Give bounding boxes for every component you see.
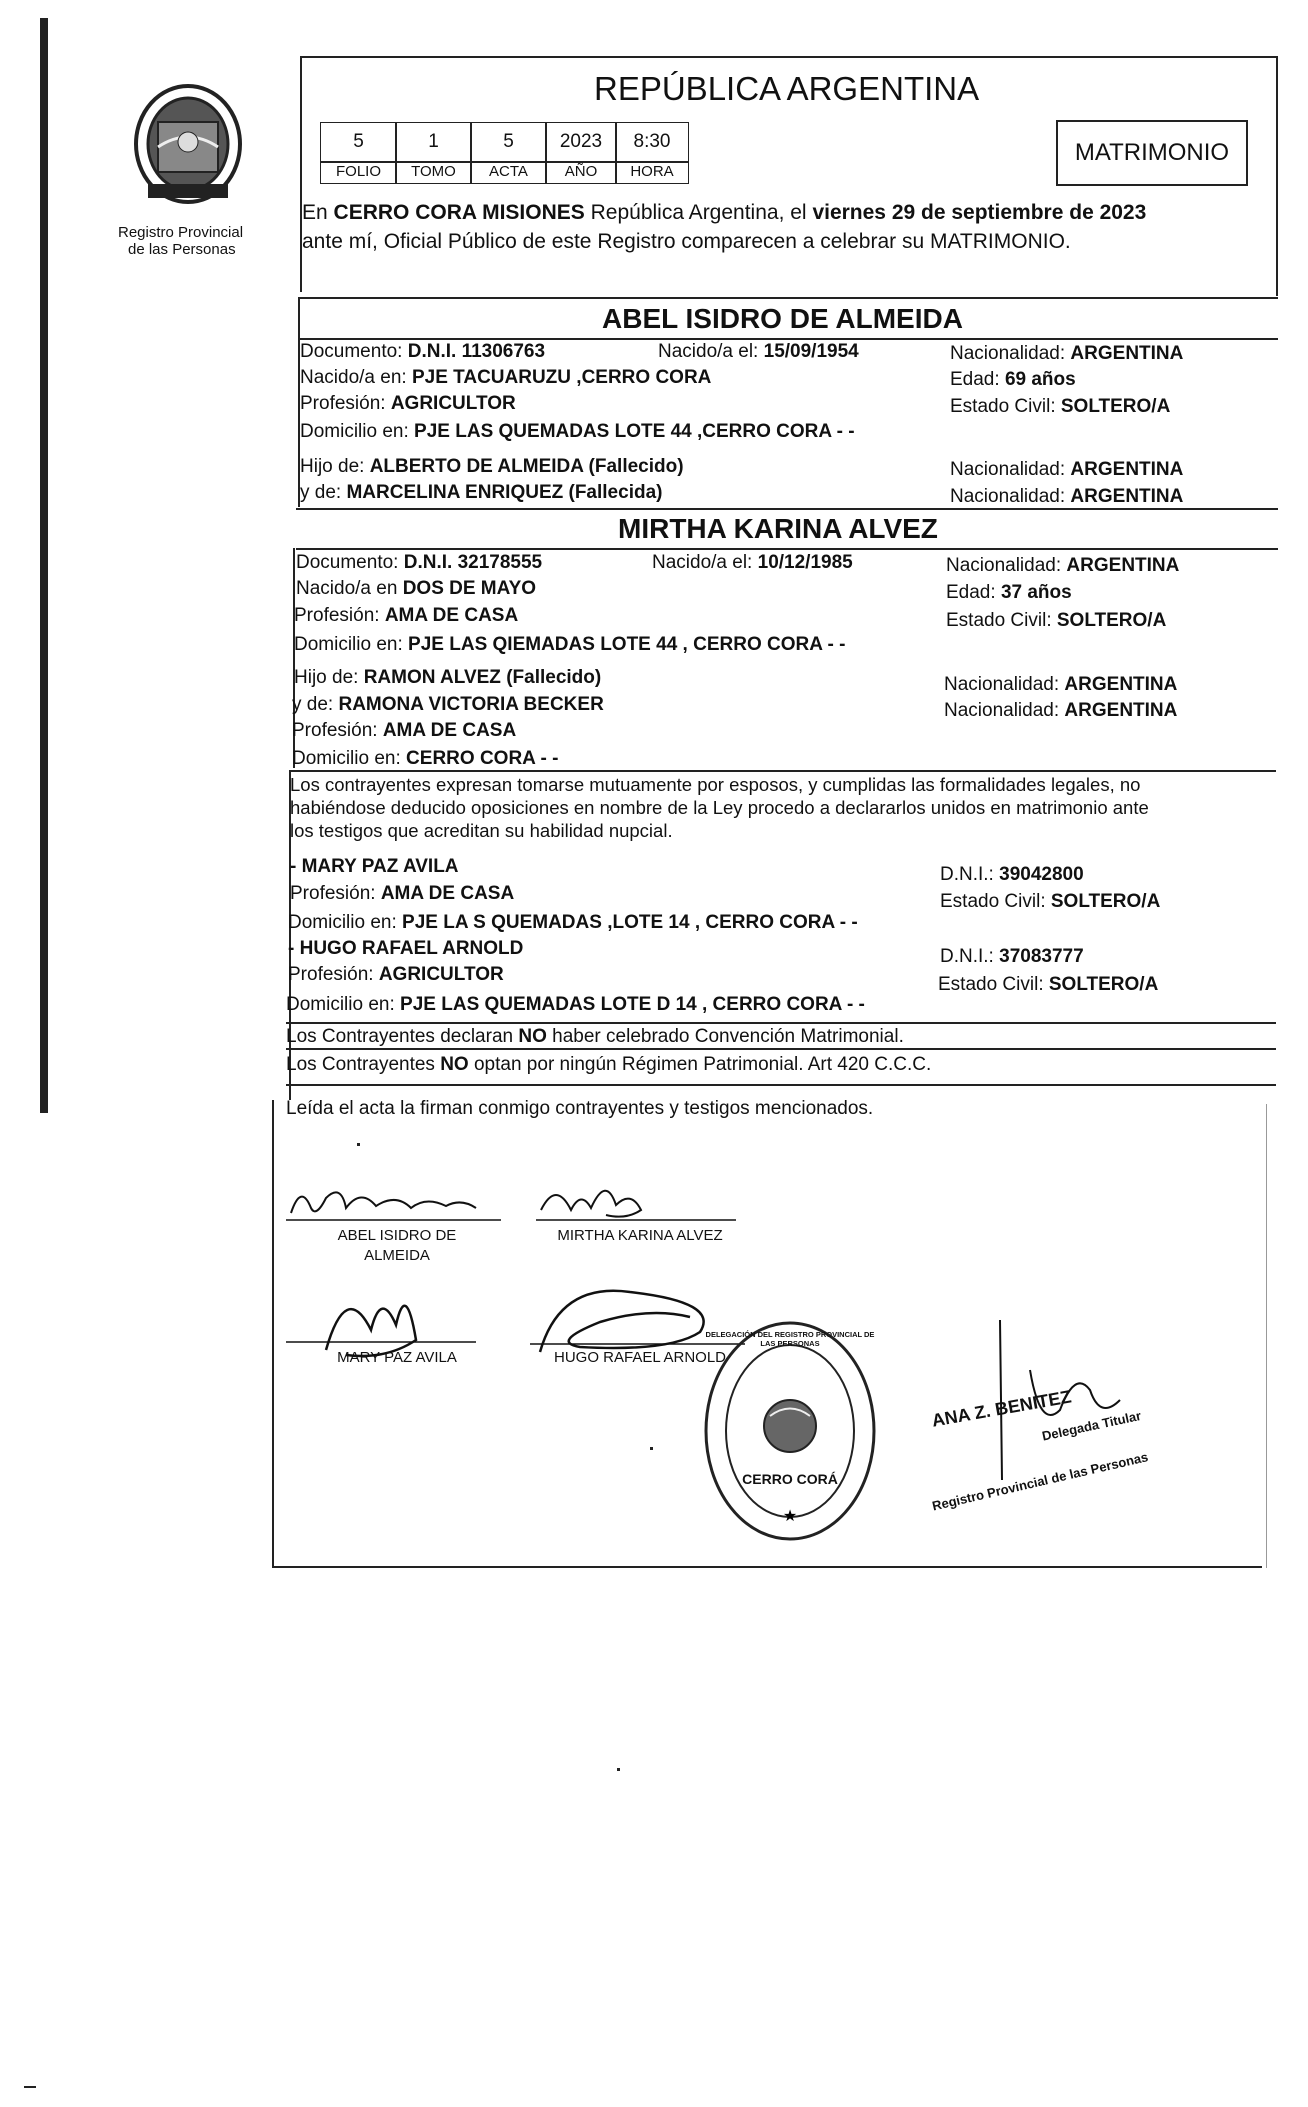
declaration-line3: los testigos que acreditan su habilidad nupcial. [290,820,673,841]
intro-line1: En CERRO CORA MISIONES República Argentina, el viernes 29 de septiembre de 2023 [302,201,1147,224]
spouse1-document: Documento: D.N.I. 11306763 [300,341,546,362]
record-type: MATRIMONIO [1074,139,1230,166]
spouse1-father-nationality: Nacionalidad: ARGENTINA [950,459,1184,480]
intro-place: CERRO CORA MISIONES [333,201,585,224]
spouse2-mother-profession: Profesión: AMA DE CASA [292,720,517,741]
hora-value: 8:30 [615,122,689,162]
spouse1-address: Domicilio en: PJE LAS QUEMADAS LOTE 44 ,CERRO CORA - - [300,421,855,442]
spouse2-address: Domicilio en: PJE LAS QIEMADAS LOTE 44 , CERRO CORA - - [294,634,846,655]
witness2-civil-status: Estado Civil: SOLTERO/A [938,974,1159,995]
stamp-inner-text: CERRO CORÁ [742,1471,838,1487]
spouse1-name: ABEL ISIDRO DE ALMEIDA [602,303,963,334]
spouse2-mother-address: Domicilio en: CERRO CORA - - [292,748,559,769]
spouse2-age: Edad: 37 años [946,582,1072,603]
convention-1: Los Contrayentes declaran NO haber celebrado Convención Matrimonial. [286,1026,904,1047]
spouse1-age: Edad: 69 años [950,369,1076,390]
witness1-dni: D.N.I.: 39042800 [940,864,1084,885]
spouse1-civil-status: Estado Civil: SOLTERO/A [950,396,1171,417]
spouse1-profession: Profesión: AGRICULTOR [300,393,516,414]
registry-label-line1: Registro Provincial [118,224,244,241]
anio-label: AÑO [545,162,617,184]
signature-mirtha [536,1170,746,1230]
stray-dot [357,1143,360,1146]
svg-text:★: ★ [782,1506,798,1525]
tomo-value: 1 [395,122,472,162]
intro-date: viernes 29 de septiembre de 2023 [812,201,1147,224]
spouse2-name: MIRTHA KARINA ALVEZ [618,513,938,544]
spouse2-document: Documento: D.N.I. 32178555 [296,552,543,573]
declaration-line1: Los contrayentes expresan tomarse mutuamente por esposos, y cumplidas las formalidades legales, no [290,774,1141,795]
spouse1-nationality: Nacionalidad: ARGENTINA [950,343,1184,364]
official-role: Delegada Titular [1040,1407,1143,1444]
hora-label: HORA [615,162,689,184]
witness2-dni: D.N.I.: 37083777 [940,946,1084,967]
spouse2-civil-status: Estado Civil: SOLTERO/A [946,610,1167,631]
signature-label-abel-1: ABEL ISIDRO DE [337,1227,457,1244]
spouse2-father: Hijo de: RAMON ALVEZ (Fallecido) [294,667,602,688]
folio-value: 5 [320,122,397,162]
witness2-name: - HUGO RAFAEL ARNOLD [288,938,524,959]
declaration-line2: habiéndose deducido oposiciones en nombre de la Ley procedo a declararlos unidos en matrimonio ante [290,797,1149,818]
witness1-name: - MARY PAZ AVILA [290,856,459,877]
witness1-profession: Profesión: AMA DE CASA [290,883,515,904]
registry-label-line2: de las Personas [128,241,236,258]
closing-statement: Leída el acta la firman conmigo contrayentes y testigos mencionados. [286,1098,874,1119]
spouse2-profession: Profesión: AMA DE CASA [294,605,519,626]
stray-dot [617,1768,620,1771]
acta-value: 5 [470,122,547,162]
witness1-address: Domicilio en: PJE LA S QUEMADAS ,LOTE 14 , CERRO CORA - - [288,912,858,933]
acta-label: ACTA [470,162,547,184]
province-emblem [128,82,248,212]
signature-label-hugo: HUGO RAFAEL ARNOLD [554,1349,726,1366]
spouse2-nationality: Nacionalidad: ARGENTINA [946,555,1180,576]
spouse1-father: Hijo de: ALBERTO DE ALMEIDA (Fallecido) [300,456,684,477]
signature-label-mary: MARY PAZ AVILA [337,1349,457,1366]
anio-value: 2023 [545,122,617,162]
spouse1-birthplace: Nacido/a en: PJE TACUARUZU ,CERRO CORA [300,367,712,388]
convention-2: Los Contrayentes NO optan por ningún Régimen Patrimonial. Art 420 C.C.C. [286,1054,932,1075]
spouse2-birthdate: Nacido/a el: 10/12/1985 [652,552,853,573]
signature-label-abel-2: ALMEIDA [364,1247,430,1264]
witness2-profession: Profesión: AGRICULTOR [288,964,504,985]
spouse1-mother: y de: MARCELINA ENRIQUEZ (Fallecida) [300,482,663,503]
official-registry: Registro Provincial de las Personas [930,1449,1150,1514]
country-title: REPÚBLICA ARGENTINA [594,70,980,107]
stray-dot [650,1447,653,1450]
folio-label: FOLIO [320,162,397,184]
stray-mark [24,2086,36,2088]
spouse1-mother-nationality: Nacionalidad: ARGENTINA [950,486,1184,507]
signature-abel [286,1178,506,1228]
record-type-box [1056,120,1248,186]
spouse2-birthplace: Nacido/a en DOS DE MAYO [296,578,537,599]
witness2-address: Domicilio en: PJE LAS QUEMADAS LOTE D 14 , CERRO CORA - - [286,994,865,1015]
spouse2-mother: y de: RAMONA VICTORIA BECKER [292,694,604,715]
spouse2-father-nationality: Nacionalidad: ARGENTINA [944,674,1178,695]
left-margin-bar [40,18,48,1113]
delegation-stamp [700,1316,880,1546]
witness1-civil-status: Estado Civil: SOLTERO/A [940,891,1161,912]
spouse2-mother-nationality: Nacionalidad: ARGENTINA [944,700,1178,721]
signature-label-mirtha: MIRTHA KARINA ALVEZ [557,1227,723,1244]
spouse1-birthdate: Nacido/a el: 15/09/1954 [658,341,859,362]
stamp-ring-text: DELEGACIÓN DEL REGISTRO PROVINCIAL DE LAS PERSONAS [705,1330,875,1348]
tomo-label: TOMO [395,162,472,184]
intro-line2: ante mí, Oficial Público de este Registro comparecen a celebrar su MATRIMONIO. [302,230,1071,253]
official-name: ANA Z. BENITEZ [930,1386,1073,1431]
